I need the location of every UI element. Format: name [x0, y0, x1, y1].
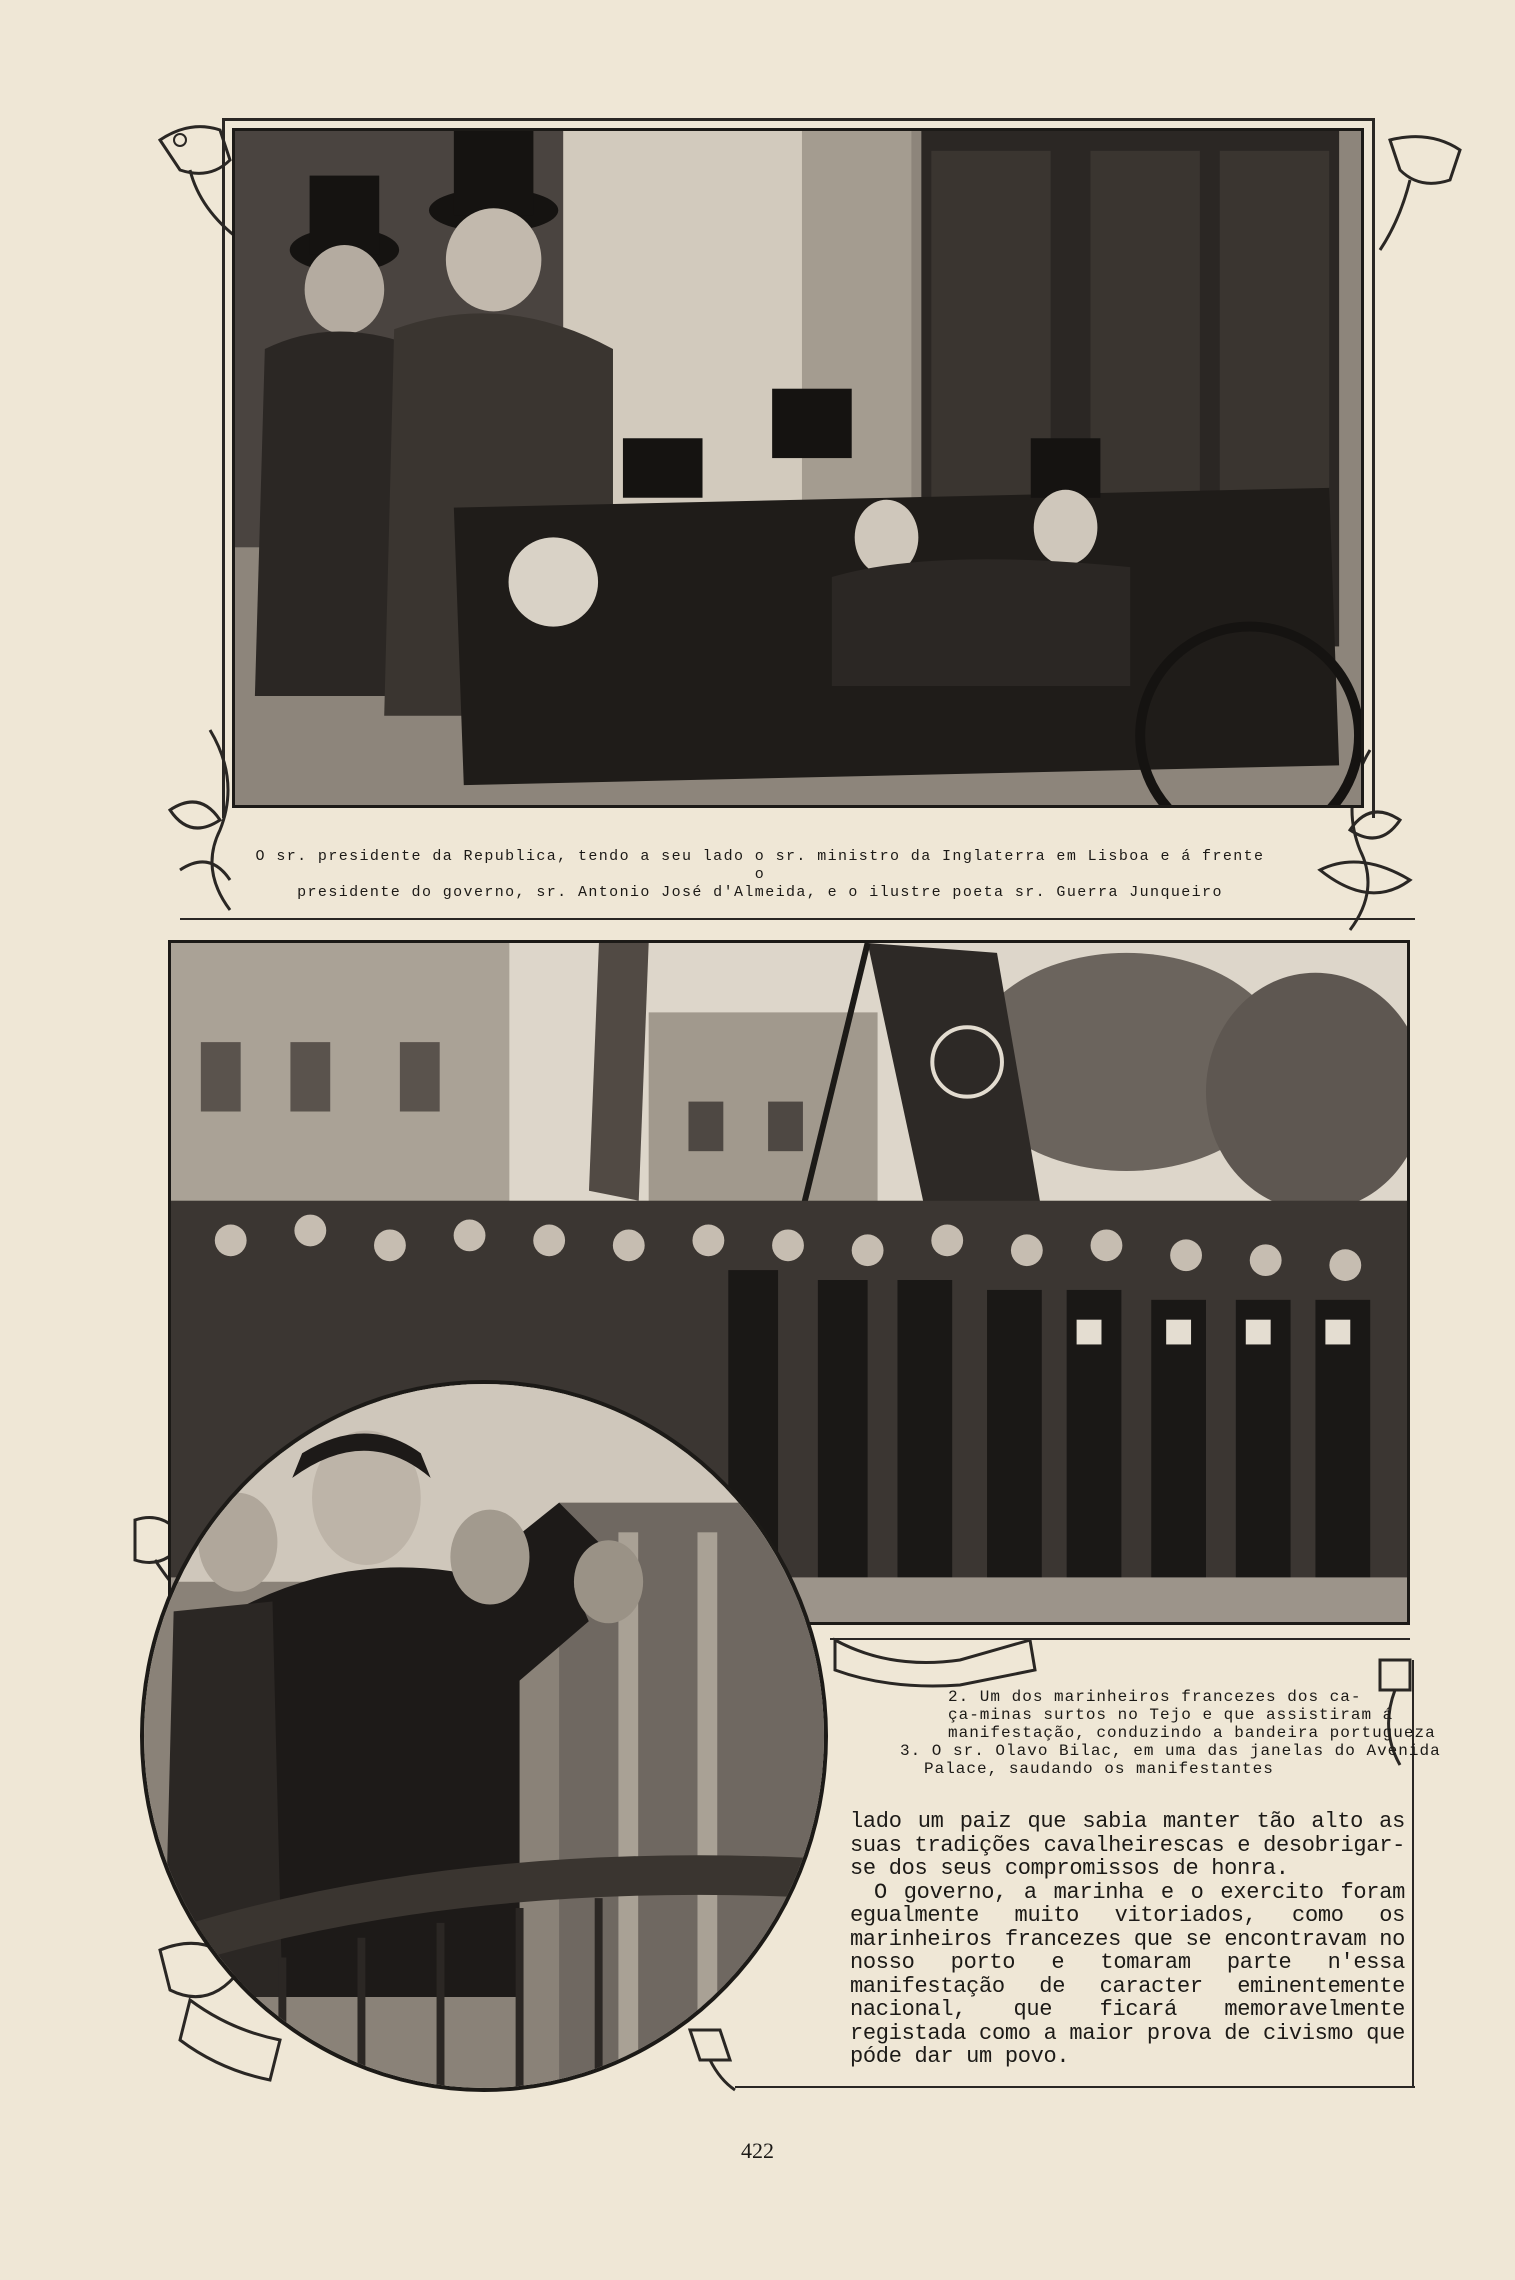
ornament-top-right-icon	[1370, 120, 1470, 260]
caption-line-4: 3. O sr. Olavo Bilac, em uma das janelas do Avenida	[900, 1742, 1441, 1760]
caption-photo-1-line-2: presidente do governo, sr. Antonio José d'Almeida, e o ilustre poeta sr. Guerra Junqueiro	[297, 884, 1223, 901]
frame-bottom-line	[735, 2086, 1415, 2088]
ornament-bottom-middle-icon	[680, 2020, 740, 2100]
ornament-scroll-icon	[830, 1630, 1040, 1690]
caption-line-5: Palace, saudando os manifestantes	[924, 1760, 1274, 1778]
caption-photos-2-3	[868, 1688, 1441, 1778]
frame-top-line	[225, 118, 1375, 121]
article-body	[850, 1810, 1405, 2069]
photo-balcony-circle	[140, 1380, 828, 2092]
caption-line-2: ça-minas surtos no Tejo e que assistiram á	[948, 1706, 1394, 1724]
page-number: 422	[741, 2138, 774, 2163]
article-paragraph-1: lado um paiz que sabia manter tão alto as suas tradições cavalheirescas e desobrigar-se dos seus compromissos de honra.	[850, 1809, 1405, 1881]
article-paragraph-2: O governo, a marinha e o exercito foram egualmente muito vitoriados, como os marinheiros francezes que se encontravam no nosso porto e tomaram parte n'essa manifestação de caracter eminentemente nacional, que ficará memoravelmente registada como a maior prova de civismo que póde dar um povo.	[850, 1879, 1405, 2069]
frame-mid-line	[180, 918, 1415, 920]
caption-line-1: 2. Um dos marinheiros francezes dos ca-	[948, 1688, 1362, 1706]
caption-photo-1	[255, 848, 1265, 902]
caption-photo-1-line-1: O sr. presidente da Republica, tendo a seu lado o sr. ministro da Inglaterra em Lisboa e á frente o	[255, 848, 1265, 883]
photo-carriage	[232, 128, 1364, 808]
caption-line-3: manifestação, conduzindo a bandeira portugueza	[948, 1724, 1436, 1742]
